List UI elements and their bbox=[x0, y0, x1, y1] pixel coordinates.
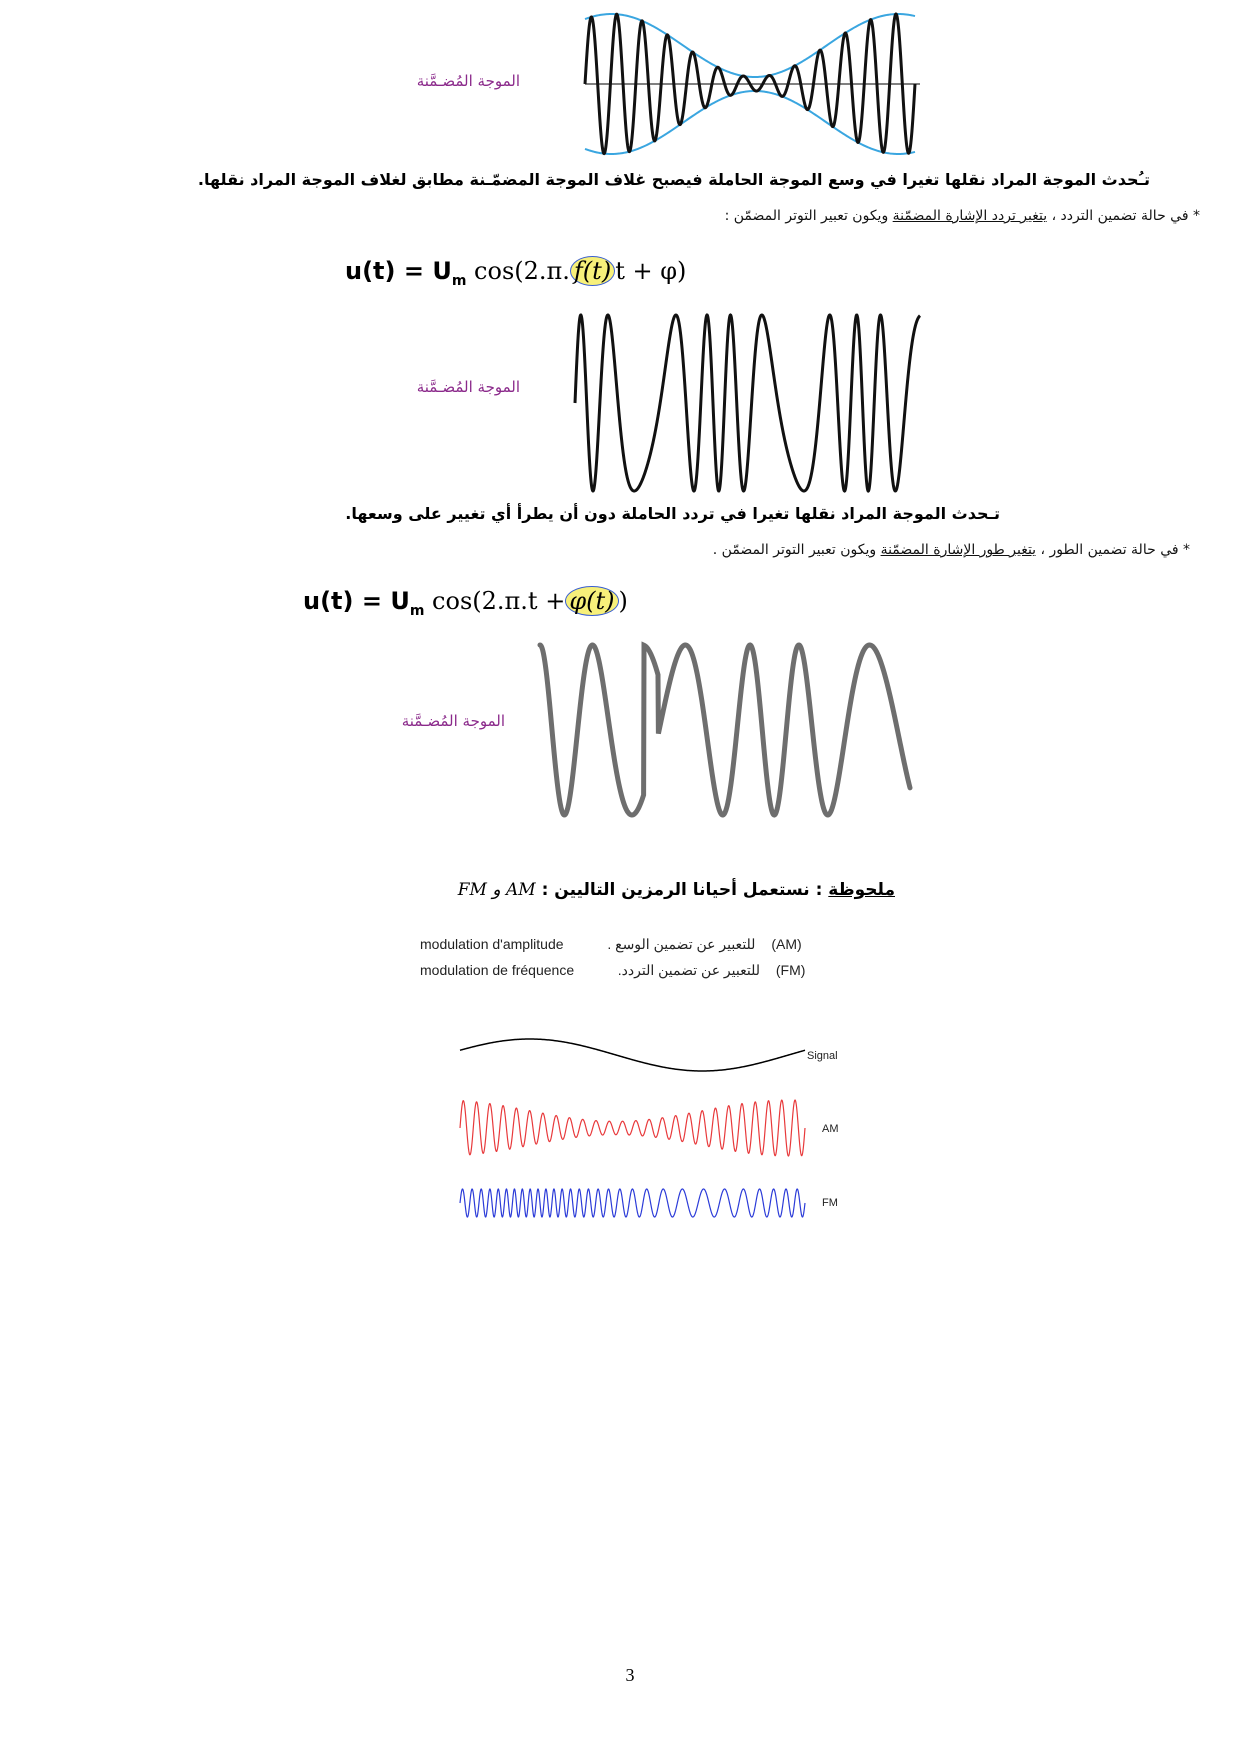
abbr-am-code: (AM) bbox=[771, 936, 802, 952]
fm-formula-after: t + φ) bbox=[615, 257, 687, 285]
pm-formula-before: cos(2.π.t + bbox=[432, 587, 566, 615]
fm-formula bbox=[345, 256, 686, 289]
fm-intro-suffix: ويكون تعبير التوتر المضمّن : bbox=[724, 208, 889, 224]
pm-formula-circled: φ(t) bbox=[565, 586, 618, 616]
abbr-fm-code: (FM) bbox=[775, 962, 806, 978]
fm-signal-wave bbox=[460, 1189, 805, 1217]
fm-label: FM bbox=[822, 1197, 838, 1209]
fm-intro-underlined: يتغير تردد الإشارة المضمّنة bbox=[892, 208, 1048, 224]
baseband-signal-wave bbox=[460, 1039, 805, 1071]
fm-formula-before: cos(2.π. bbox=[474, 257, 570, 285]
signal-am-fm-figure bbox=[460, 1025, 860, 1240]
abbr-fm-french: modulation de fréquence bbox=[420, 962, 575, 978]
pm-intro-suffix: ويكون تعبير التوتر المضمّن . bbox=[712, 542, 877, 558]
pm-wave-caption: الموجة المُضـمَّنة bbox=[401, 712, 505, 730]
fm-intro-prefix: * في حالة تضمين التردد ، bbox=[1051, 208, 1200, 224]
fm-wave bbox=[575, 315, 920, 491]
abbr-am-arabic: للتعبير عن تضمين الوسع . bbox=[607, 936, 756, 952]
note-text: : نستعمل أحيانا الرمزين التاليين : bbox=[541, 880, 823, 900]
pm-formula bbox=[303, 586, 628, 619]
note-symbols: AM و FM bbox=[457, 880, 536, 900]
fm-formula-sub: m bbox=[451, 272, 467, 289]
pm-modulated-wave-figure bbox=[540, 630, 920, 840]
page-number: 3 bbox=[625, 1665, 635, 1685]
pm-wave bbox=[540, 645, 910, 815]
pm-formula-after: ) bbox=[618, 587, 628, 615]
fm-intro-line bbox=[440, 208, 1200, 224]
fm-wave-caption: الموجة المُضـمَّنة bbox=[416, 378, 520, 396]
abbr-fm-arabic: للتعبير عن تضمين التردد. bbox=[617, 962, 760, 978]
note-line bbox=[420, 880, 895, 900]
abbreviation-row-fm bbox=[420, 962, 900, 979]
am-description: تـُحدث الموجة المراد نقلها تغيرا في وسع الموجة الحاملة فيصبح غلاف الموجة المضمّـنة مطابق لغلاف الموجة المراد نقلها. bbox=[197, 170, 1150, 189]
pm-intro-line bbox=[440, 542, 1190, 558]
pm-intro-prefix: * في حالة تضمين الطور ، bbox=[1040, 542, 1190, 558]
am-label: AM bbox=[822, 1123, 839, 1135]
fm-formula-lead: u(t) = U bbox=[345, 257, 452, 285]
am-modulated-wave-figure bbox=[585, 0, 925, 160]
fm-description: تـحدث الموجة المراد نقلها تغيرا في تردد الحاملة دون أن يطرأ أي تغيير على وسعها. bbox=[345, 504, 1000, 523]
pm-formula-lead: u(t) = U bbox=[303, 587, 410, 615]
abbr-am-french: modulation d'amplitude bbox=[420, 936, 564, 952]
abbreviation-row-am bbox=[420, 936, 900, 953]
note-label: ملحوظة bbox=[828, 880, 895, 900]
pm-formula-sub: m bbox=[409, 602, 425, 619]
am-carrier-wave bbox=[585, 14, 915, 154]
fm-formula-circled: f(t) bbox=[570, 256, 615, 286]
signal-label: Signal bbox=[807, 1050, 838, 1062]
fm-modulated-wave-figure bbox=[575, 308, 925, 498]
am-signal-wave bbox=[460, 1100, 805, 1156]
am-wave-caption: الموجة المُضـمَّنة bbox=[416, 72, 520, 90]
pm-intro-underlined: يتغير طور الإشارة المضمّنة bbox=[880, 542, 1037, 558]
